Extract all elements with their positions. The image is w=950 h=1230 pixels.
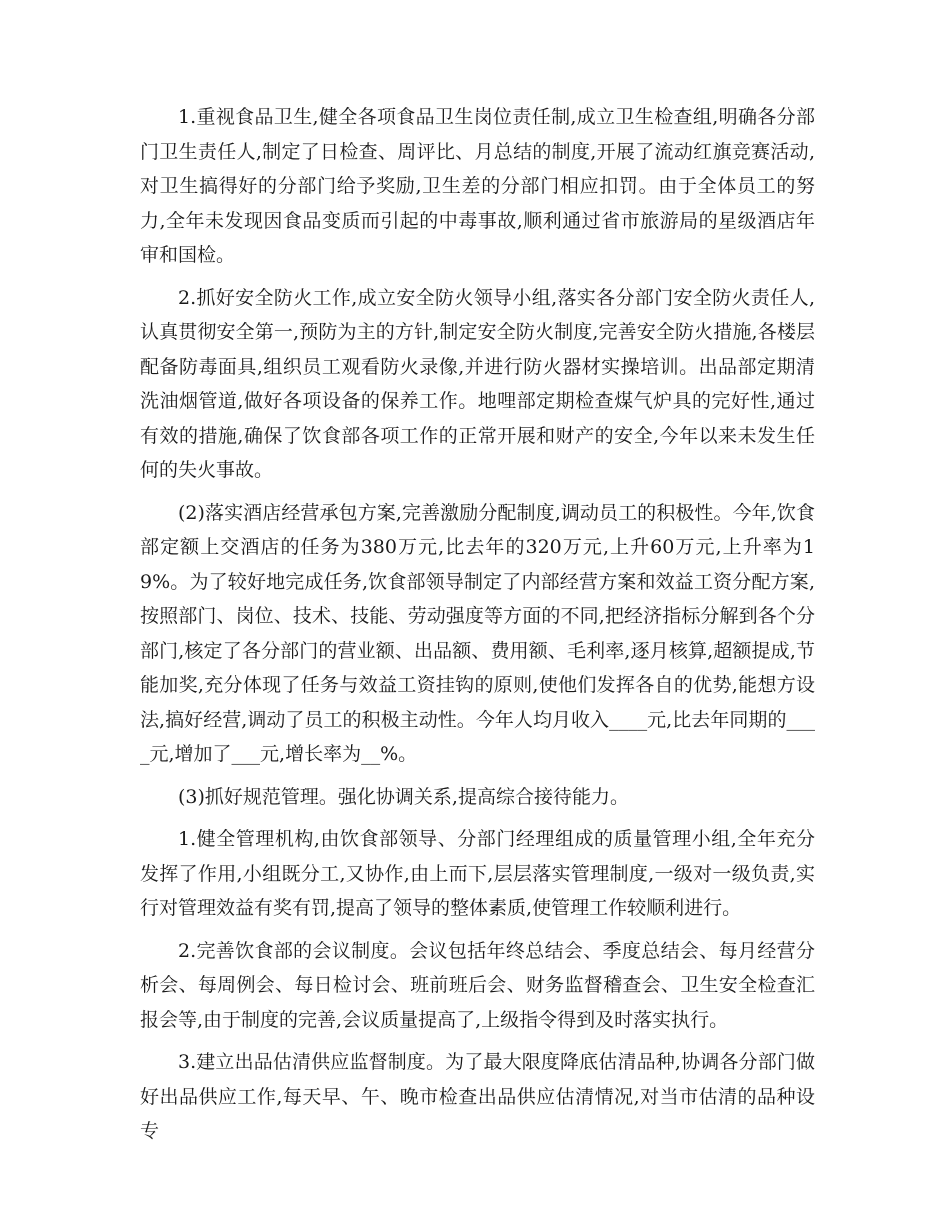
paragraph-contract-plan: (2)落实酒店经营承包方案,完善激励分配制度,调动员工的积极性。今年,饮食部定额上交酒店的任务为380万元,比去年的320万元,上升60万元,上升率为19%。为了较好地完成任务,饮食部领导制定了内部经营方案和效益工资分配方案,按照部门、岗位、技术、技能、劳动强度等方面的不同,把经济指标分解到各个分部门,核定了各分部门的营业额、出品额、费用额、毛利率,逐月核算,超额提成,节能加奖,充分体现了任务与效益工资挂钩的原则,使他们发挥各自的优势,能想方设法,搞好经营,调动了员工的积极主动性。今年人均月收入____元,比去年同期的____元,增加了___元,增长率为__%。 [140,501,815,765]
paragraph-standard-management: (3)抓好规范管理。强化协调关系,提高综合接待能力。 [178,785,629,808]
paragraph-supply-supervision: 3.建立出品估清供应监督制度。为了最大限度降底估清品种,协调各分部门做好出品供应工作,每天早、午、晚市检查出品供应估清情况,对当市估清的品种设专 [140,1051,815,1142]
document-body [140,100,815,1157]
paragraph-fire-safety: 2.抓好安全防火工作,成立安全防火领导小组,落实各分部门安全防火责任人,认真贯彻安全第一,预防为主的方针,制定安全防火制度,完善安全防火措施,各楼层配备防毒面具,组织员工观看防火录像,并进行防火器材实操培训。出品部定期清洗油烟管道,做好各项设备的保养工作。地哩部定期检查煤气炉具的完好性,通过有效的措施,确保了饮食部各项工作的正常开展和财产的安全,今年以来未发生任何的失火事故。 [140,286,815,481]
paragraph-meeting-system: 2.完善饮食部的会议制度。会议包括年终总结会、季度总结会、每月经营分析会、每周例会、每日检讨会、班前班后会、财务监督稽查会、卫生安全检查汇报会等,由于制度的完善,会议质量提高了,上级指令得到及时落实执行。 [140,939,815,1031]
paragraph-management-structure: 1.健全管理机构,由饮食部领导、分部门经理组成的质量管理小组,全年充分发挥了作用,小组既分工,又协作,由上而下,层层落实管理制度,一级对一级负责,实行对管理效益有奖有罚,提高了领导的整体素质,使管理工作较顺利进行。 [140,828,815,919]
paragraph-hygiene: 1.重视食品卫生,健全各项食品卫生岗位责任制,成立卫生检查组,明确各分部门卫生责任人,制定了日检查、周评比、月总结的制度,开展了流动红旗竞赛活动,对卫生搞得好的分部门给予奖励,卫生差的分部门相应扣罚。由于全体员工的努力,全年未发现因食品变质而引起的中毒事故,顺利通过省市旅游局的星级酒店年审和国检。 [140,106,815,266]
